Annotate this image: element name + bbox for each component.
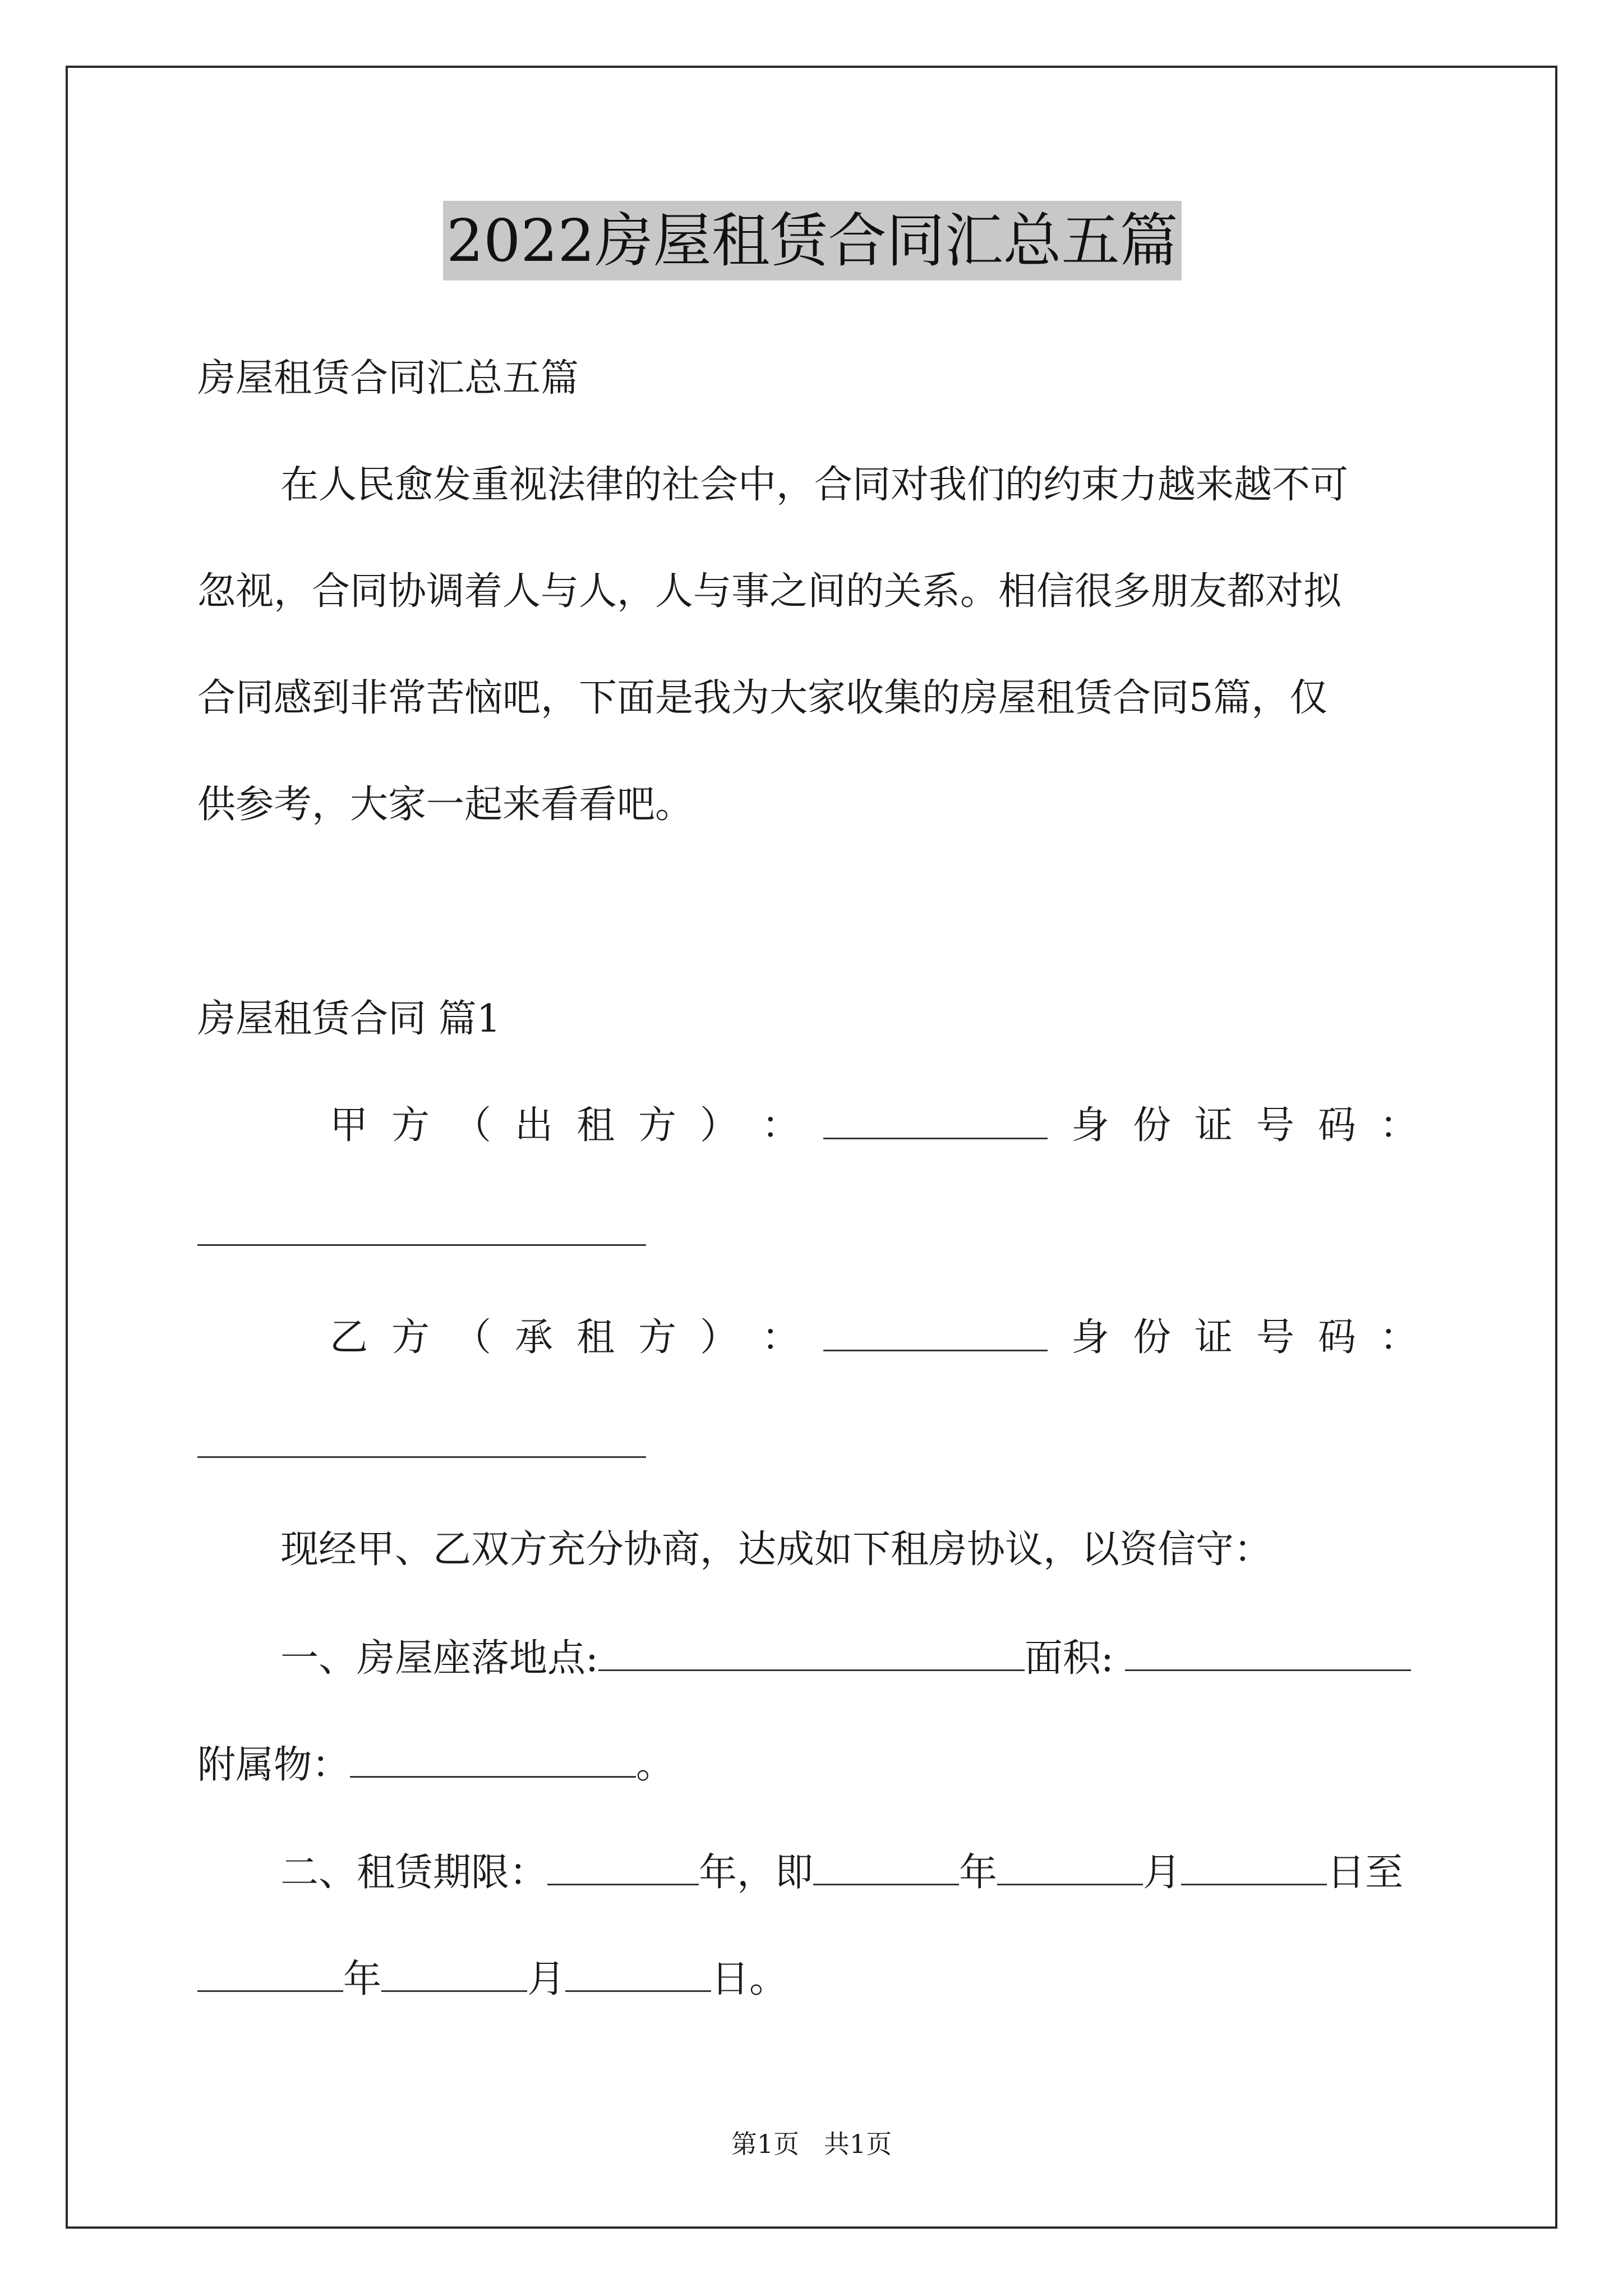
party-a-char: 号 xyxy=(1256,1103,1294,1148)
end-month-label: 月 xyxy=(527,1957,566,2001)
document-title: 2022房屋租赁合同汇总五篇 xyxy=(443,201,1182,280)
party-b-char: （ xyxy=(453,1315,492,1360)
end-day-label: 日。 xyxy=(711,1957,788,2001)
party-a-id-blank xyxy=(197,1242,646,1246)
document-subtitle: 房屋租赁合同汇总五篇 xyxy=(197,356,579,401)
party-b-char: 方 xyxy=(391,1315,430,1360)
party-a-name-blank xyxy=(823,1101,1048,1139)
party-a-char: 出 xyxy=(515,1103,554,1148)
party-b-row xyxy=(330,1313,1418,1363)
party-a-char: 份 xyxy=(1132,1103,1171,1148)
day-to-label: 日至 xyxy=(1327,1851,1404,1895)
party-a-char: 证 xyxy=(1194,1103,1233,1148)
intro-line-2: 忽视，合同协调着人与人，人与事之间的关系。相信很多朋友都对拟 xyxy=(197,569,1342,614)
section-heading: 房屋租赁合同 篇1 xyxy=(197,997,501,1041)
party-b-name-blank xyxy=(823,1313,1048,1351)
intro-line-1: 在人民愈发重视法律的社会中，合同对我们的约束力越来越不可 xyxy=(280,463,1349,507)
party-b-char: 号 xyxy=(1256,1315,1294,1360)
clause-1-line xyxy=(280,1632,1411,1684)
end-year-blank xyxy=(197,1953,343,1992)
area-blank xyxy=(1125,1632,1411,1671)
clause-2-label: 二、租赁期限： xyxy=(280,1851,548,1895)
party-b-char: 租 xyxy=(577,1315,615,1360)
party-b-char: 码 xyxy=(1317,1315,1356,1360)
party-a-char: 身 xyxy=(1071,1103,1109,1148)
year-unit: 年，即 xyxy=(699,1851,814,1895)
party-a-char: 甲 xyxy=(330,1103,368,1148)
agreement-line: 现经甲、乙双方充分协商，达成如下租房协议，以资信守： xyxy=(280,1527,1272,1572)
start-day-blank xyxy=(1181,1847,1327,1885)
party-a-char: 码 xyxy=(1317,1103,1356,1148)
party-b-id-blank xyxy=(197,1454,646,1458)
party-b-char: ： xyxy=(1379,1315,1418,1360)
attachments-label: 附属物： xyxy=(197,1743,351,1787)
party-b-char: ： xyxy=(762,1315,800,1360)
party-a-char: ： xyxy=(1379,1103,1418,1148)
party-b-char: 乙 xyxy=(330,1315,368,1360)
party-b-char: 身 xyxy=(1071,1315,1109,1360)
attachments-line xyxy=(197,1739,674,1791)
lease-years-blank xyxy=(547,1847,699,1885)
start-month-blank xyxy=(997,1847,1143,1885)
intro-line-3: 合同感到非常苦恼吧，下面是我为大家收集的房屋租赁合同5篇，仅 xyxy=(197,676,1328,720)
party-b-char: ） xyxy=(700,1315,739,1360)
party-b-char: 承 xyxy=(515,1315,554,1360)
party-a-row xyxy=(330,1101,1418,1151)
clause-2-end-line xyxy=(197,1953,787,2005)
month-label: 月 xyxy=(1143,1851,1182,1895)
party-b-char: 证 xyxy=(1194,1315,1233,1360)
party-a-char: （ xyxy=(453,1103,492,1148)
party-b-char: 方 xyxy=(638,1315,677,1360)
end-month-blank xyxy=(381,1953,527,1992)
party-a-char: 方 xyxy=(638,1103,677,1148)
year-label: 年 xyxy=(959,1851,998,1895)
party-a-char: 方 xyxy=(391,1103,430,1148)
party-b-char: 份 xyxy=(1132,1315,1171,1360)
page-footer: 第1页 共1页 xyxy=(731,2129,892,2159)
clause-1-label: 一、房屋座落地点: xyxy=(280,1636,598,1681)
party-a-char: ） xyxy=(700,1103,739,1148)
area-label: 面积: xyxy=(1024,1636,1114,1681)
end-year-label: 年 xyxy=(343,1957,382,2001)
start-year-blank xyxy=(813,1847,959,1885)
party-a-char: 租 xyxy=(577,1103,615,1148)
intro-line-4: 供参考，大家一起来看看吧。 xyxy=(197,783,694,827)
attachments-end: 。 xyxy=(636,1743,675,1787)
end-day-blank xyxy=(565,1953,711,1992)
attachments-blank xyxy=(350,1739,636,1778)
clause-2-line xyxy=(280,1847,1403,1898)
party-a-char: ： xyxy=(762,1103,800,1148)
location-blank xyxy=(598,1632,1025,1671)
